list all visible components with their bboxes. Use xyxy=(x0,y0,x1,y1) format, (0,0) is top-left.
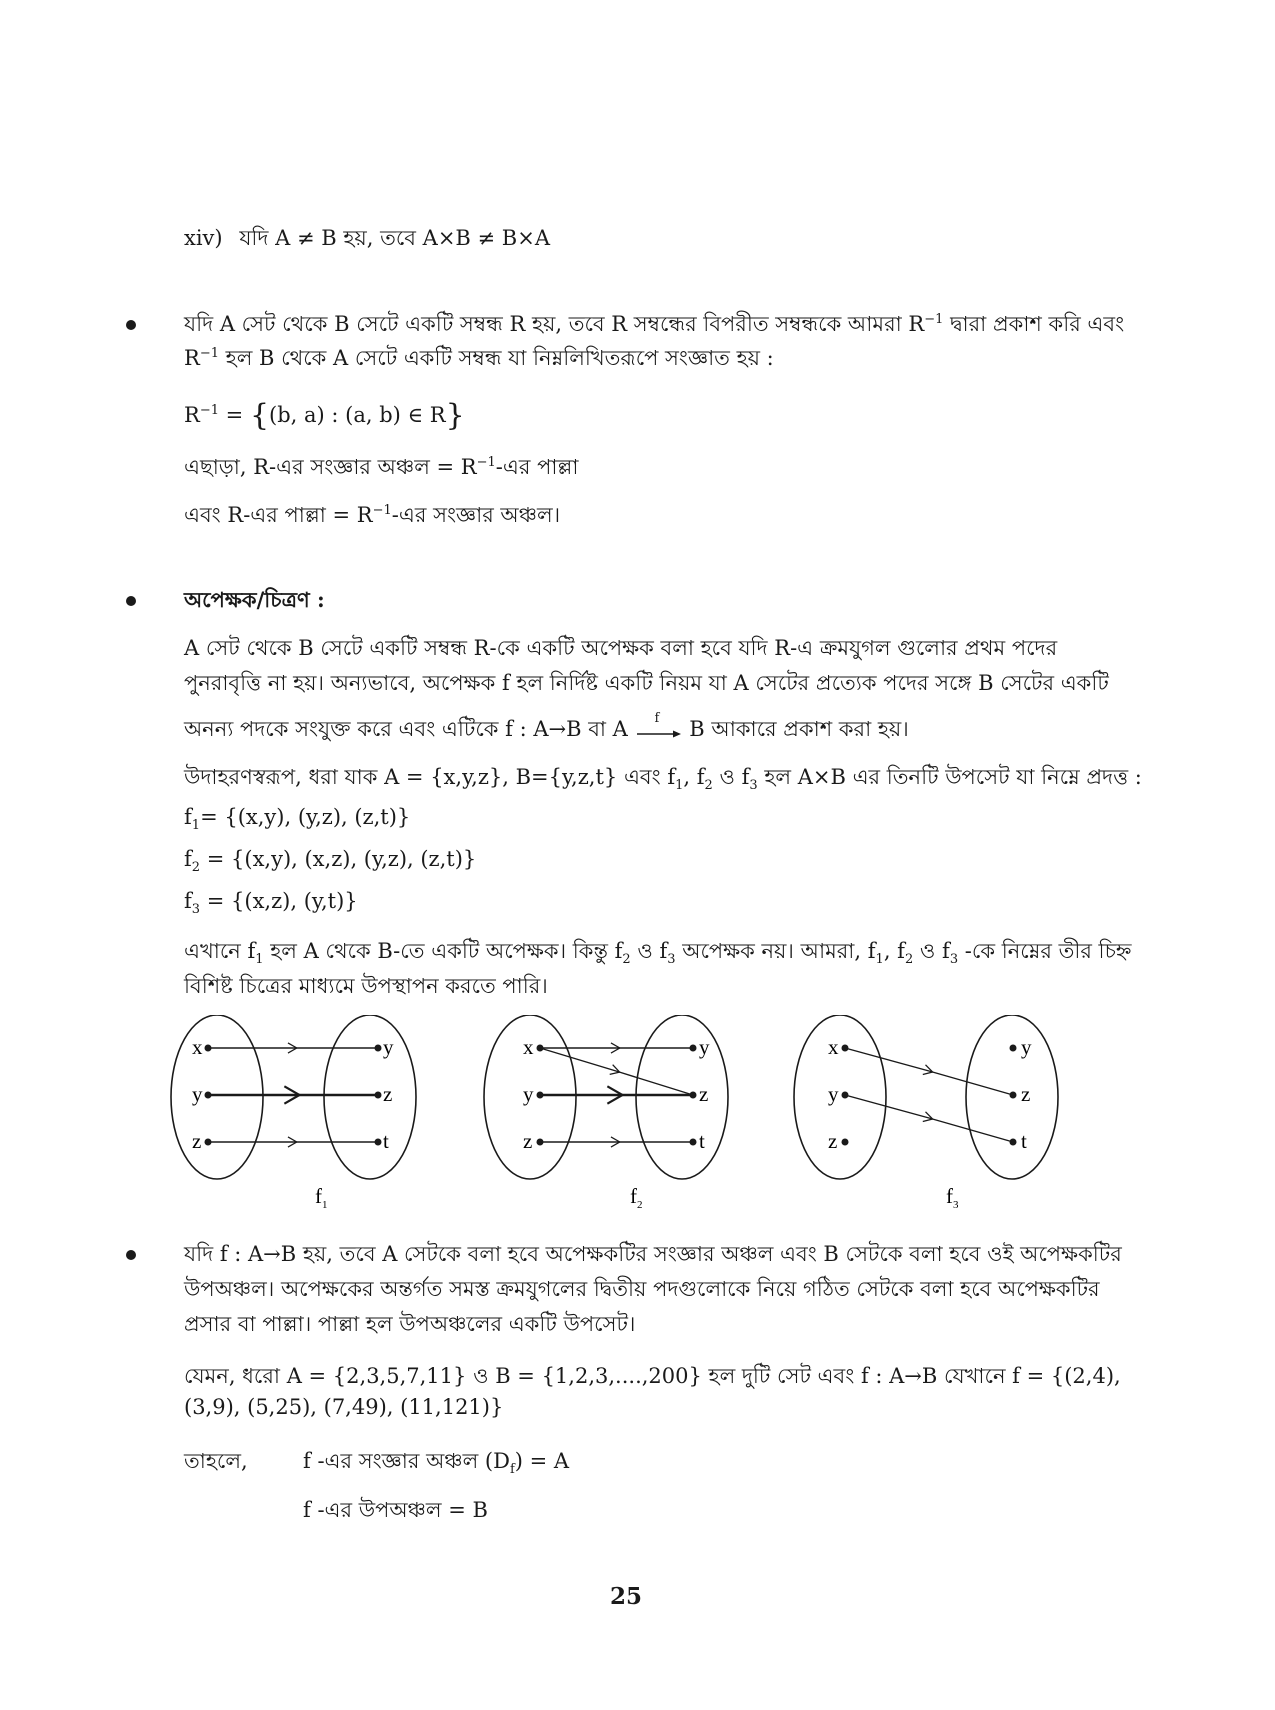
formula-sup: −1 xyxy=(199,403,219,418)
f3-domain-oval xyxy=(794,1015,886,1179)
function-def-line-2: পুনরাবৃত্তি না হয়। অন্যভাবে, অপেক্ষক f হল নির্দিষ্ট একটি নিয়ম যা A সেটের প্রত্যেক পদের সঙ্গে B সেটের একটি xyxy=(184,671,1109,695)
inverse-domain-line xyxy=(184,451,578,486)
codomain-result: f -এর উপঅঞ্চল = B xyxy=(303,1498,488,1522)
ex-d: হল A×B এর তিনটি উপসেট যা নিম্নে প্রদত্ত : xyxy=(757,765,1142,789)
f3-set: = {(x,z), (y,t)} xyxy=(200,889,358,913)
inverse-sup-1: −1 xyxy=(924,312,944,327)
inverse-text-2a: R xyxy=(184,346,200,370)
formula-brace-open: { xyxy=(249,398,270,433)
f1-sub: 1 xyxy=(191,818,201,833)
ex-c: ও f xyxy=(712,765,750,789)
f3-dom-x: x xyxy=(828,1035,839,1059)
here-sub-6: 3 xyxy=(949,952,959,967)
f3-arrow-y-t xyxy=(845,1095,1013,1142)
codomain-line-2: উপঅঞ্চল। অপেক্ষকের অন্তর্গত সমস্ত ক্রমযুগলের দ্বিতীয় পদগুলোকে নিয়ে গঠিত সেটকে বলা হবে অপেক্ষকটির xyxy=(184,1277,1100,1301)
formula-eq: = xyxy=(218,403,250,427)
f1-dom-y: y xyxy=(192,1082,203,1106)
f3-cod-z: z xyxy=(1021,1082,1031,1106)
here-line-1 xyxy=(184,935,1132,970)
here-e: , f xyxy=(883,939,905,963)
domain-text-a: এছাড়া, R-এর সংজ্ঞার অঞ্চল = R xyxy=(184,455,477,479)
arrow-diagrams xyxy=(170,1015,1100,1215)
inverse-text-1b: দ্বারা প্রকাশ করি এবং xyxy=(943,312,1125,336)
mapping-arrow-label: f xyxy=(654,710,660,726)
f2-definition: $f_2 = \{(x,y)$, (x,z), (y,z), (z,t)} xyxy=(184,847,477,875)
f3-cod-y: y xyxy=(1021,1035,1032,1059)
f2-cod-z: z xyxy=(699,1082,709,1106)
here-sub-5: 2 xyxy=(904,952,914,967)
ex-a: উদাহরণস্বরূপ, ধরা যাক A = {x,y,z}, B={y,z,t} এবং f xyxy=(184,765,676,789)
here-sub-1: 1 xyxy=(255,952,264,967)
ex-sub-3: 3 xyxy=(749,778,758,793)
inverse-line-2 xyxy=(184,342,774,377)
def-3b: B আকারে প্রকাশ করা হয়। xyxy=(689,717,909,741)
item-xiv-number: xiv) xyxy=(184,226,223,250)
diagram-f2 xyxy=(484,1015,728,1179)
here-line-2: বিশিষ্ট চিত্রের মাধ্যমে উপস্থাপন করতে পারি। xyxy=(184,974,548,998)
range-sup: −1 xyxy=(372,503,392,518)
inverse-sup-2: −1 xyxy=(199,346,219,361)
domain-sup: −1 xyxy=(476,455,496,470)
inverse-line-1 xyxy=(184,308,1124,343)
diagram-f3 xyxy=(794,1015,1058,1179)
formula-brace-close: } xyxy=(445,398,465,433)
codomain-example-1: যেমন, ধরো A = {2,3,5,7,11} ও B = {1,2,3,....,200} হল দুটি সেট এবং f : A→B যেখানে f = {(2,4), xyxy=(184,1364,1121,1388)
ex-b: , f xyxy=(683,765,705,789)
domain-text-b: -এর পাল্লা xyxy=(495,455,579,479)
here-sub-4: 1 xyxy=(875,952,884,967)
f2-arrow-x-z xyxy=(540,1048,693,1095)
here-sub-3: 3 xyxy=(667,952,676,967)
here-a: এখানে f xyxy=(184,939,256,963)
f1-set: = {(x,y), (y,z), (z,t)} xyxy=(200,805,411,829)
codomain-line-1: যদি f : A→B হয়, তবে A সেটকে বলা হবে অপেক্ষকটির সংজ্ঞার অঞ্চল এবং B সেটকে বলা হবে ওই অপেক্ষকটির xyxy=(184,1242,1122,1266)
function-heading: অপেক্ষক/চিত্রণ : xyxy=(184,587,325,612)
f1-cod-z: z xyxy=(383,1082,393,1106)
f3-definition: $f_3 = \{(x,z)$, (y,t)} xyxy=(184,889,358,917)
f1-definition: $f_1= \{(x,y)$, (y,z), (z,t)} xyxy=(184,805,411,833)
range-text-a: এবং R-এর পাল্লা = R xyxy=(184,503,373,527)
inverse-formula xyxy=(184,398,465,433)
here-c: ও f xyxy=(630,939,668,963)
item-xiv-text: যদি A ≠ B হয়, তবে A×B ≠ B×A xyxy=(239,226,550,250)
f2-cod-y: y xyxy=(699,1035,710,1059)
domain-result-sub: f xyxy=(509,1462,515,1477)
f3-dom-z: z xyxy=(828,1129,838,1153)
f3-dom-y: y xyxy=(828,1082,839,1106)
example-line xyxy=(184,761,1142,796)
f2-dom-z: z xyxy=(523,1129,533,1153)
f3-arrow-x-z xyxy=(845,1048,1013,1095)
ex-sub-1: 1 xyxy=(675,778,684,793)
bullet-inverse xyxy=(126,320,136,330)
f1-domain-oval xyxy=(171,1015,263,1179)
range-text-b: -এর সংজ্ঞার অঞ্চল। xyxy=(391,503,561,527)
f1-cod-y: y xyxy=(383,1035,394,1059)
caption-f1: $f_1$ xyxy=(315,1184,328,1211)
function-def-line-3 xyxy=(184,710,909,748)
f1-cod-t: t xyxy=(383,1129,389,1153)
then-label: তাহলে, xyxy=(184,1449,248,1473)
def-3a: অনন্য পদকে সংযুক্ত করে এবং এটিকে f : A→B বা A xyxy=(184,717,628,741)
codomain-example-2: (3,9), (5,25), (7,49), (11,121)} xyxy=(184,1395,504,1419)
inverse-range-line xyxy=(184,499,560,534)
f1-codomain-oval xyxy=(324,1015,416,1179)
domain-result xyxy=(303,1445,569,1480)
bullet-function xyxy=(126,596,136,606)
item-xiv xyxy=(184,222,550,257)
f1-dom-x: x xyxy=(192,1035,203,1059)
f2-cod-t: t xyxy=(699,1129,705,1153)
f2-dom-y: y xyxy=(523,1082,534,1106)
ex-sub-2: 2 xyxy=(704,778,713,793)
mapping-arrow-icon xyxy=(635,710,683,741)
domain-result-a: f -এর সংজ্ঞার অঞ্চল (D xyxy=(303,1449,510,1473)
formula-r: R xyxy=(184,403,200,427)
bullet-codomain xyxy=(126,1250,136,1260)
codomain-line-3: প্রসার বা পাল্লা। পাল্লা হল উপঅঞ্চলের একটি উপসেট। xyxy=(184,1312,636,1336)
here-sub-2: 2 xyxy=(622,952,631,967)
f3-sub: 3 xyxy=(191,902,201,917)
caption-f2: $f_2$ xyxy=(630,1184,643,1211)
here-g: -কে নিম্নের তীর চিহ্ন xyxy=(958,939,1132,963)
inverse-text-2b: হল B থেকে A সেটে একটি সম্বন্ধ যা নিম্নলিখিতরূপে সংজ্ঞাত হয় : xyxy=(218,346,774,370)
f2-set: = {(x,y), (x,z), (y,z), (z,t)} xyxy=(200,847,477,871)
caption-f3: $f_3$ xyxy=(946,1184,959,1211)
here-b: হল A থেকে B-তে একটি অপেক্ষক। কিন্তু f xyxy=(263,939,623,963)
domain-result-b: ) = A xyxy=(514,1449,570,1473)
page-number: 25 xyxy=(610,1583,643,1610)
f2-sub: 2 xyxy=(191,860,201,875)
f2-codomain-oval xyxy=(636,1015,728,1179)
f2-dom-x: x xyxy=(523,1035,534,1059)
diagram-f1 xyxy=(171,1015,416,1179)
inverse-text-1a: যদি A সেট থেকে B সেটে একটি সম্বন্ধ R হয়, তবে R সম্বন্ধের বিপরীত সম্বন্ধকে আমরা R xyxy=(184,312,925,336)
f3-cod-t: t xyxy=(1021,1129,1027,1153)
formula-body: (b, a) : (a, b) ∈ R xyxy=(269,403,446,427)
here-f: ও f xyxy=(913,939,950,963)
function-def-line-1: A সেট থেকে B সেটে একটি সম্বন্ধ R-কে একটি অপেক্ষক বলা হবে যদি R-এ ক্রমযুগল গুলোর প্রথম পদের xyxy=(184,636,1058,660)
here-d: অপেক্ষক নয়। আমরা, f xyxy=(675,939,876,963)
f1-dom-z: z xyxy=(192,1129,202,1153)
